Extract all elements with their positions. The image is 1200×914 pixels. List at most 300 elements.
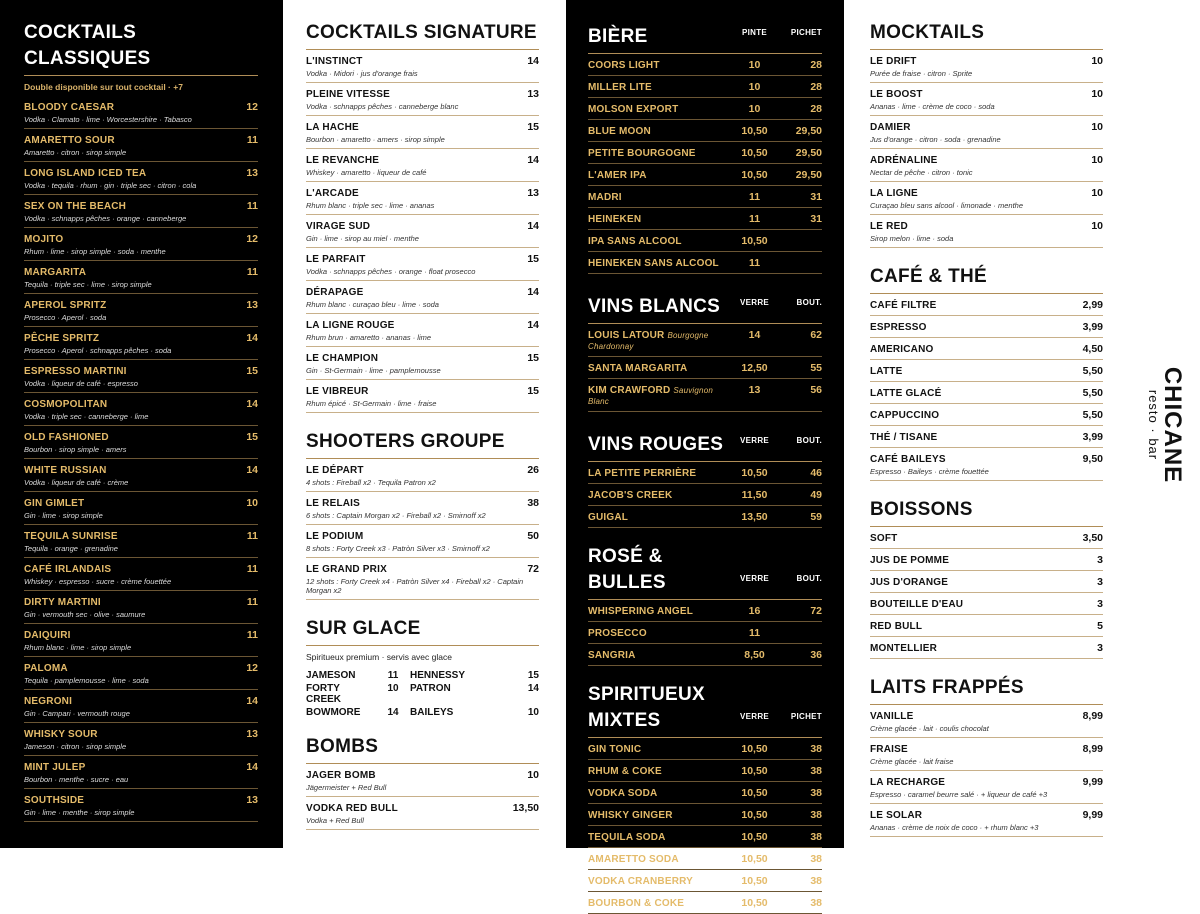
menu-item — [24, 723, 258, 756]
item-name — [588, 876, 732, 887]
price-2: 55 — [810, 362, 822, 374]
price-1: 10,50 — [741, 467, 768, 479]
item-description: Jameson · citron · sirop simple — [24, 742, 127, 751]
item-description: Vodka · liqueur de café · crème — [24, 478, 129, 487]
menu-item-header — [306, 563, 539, 575]
item-price: 10 — [1091, 187, 1103, 199]
menu-item — [24, 492, 258, 525]
item-name-text: BLUE MOON — [588, 126, 651, 137]
item-name: SOUTHSIDE — [24, 795, 85, 806]
glace-name: PATRON — [410, 683, 451, 694]
price-2: 38 — [810, 809, 822, 821]
item-name: DIRTY MARTINI — [24, 597, 101, 608]
item-name: LA LIGNE ROUGE — [306, 320, 395, 331]
item-name: LE REVANCHE — [306, 155, 380, 166]
menu-item — [24, 294, 258, 327]
item-subtitle: Bourgogne Chardonnay — [588, 331, 709, 351]
menu-item — [870, 149, 1103, 182]
item-name — [588, 650, 732, 661]
item-name — [588, 214, 732, 225]
menu-item — [306, 314, 539, 347]
menu-list — [588, 462, 822, 528]
section-title-text: VINS BLANCS — [588, 296, 721, 317]
item-name-text: COORS LIGHT — [588, 60, 660, 71]
glace-name: BOWMORE — [306, 707, 361, 718]
section-title — [306, 429, 539, 455]
divider — [306, 645, 539, 646]
item-name — [588, 490, 732, 501]
item-name: FRAISE — [870, 744, 908, 755]
item-name-text: SANGRIA — [588, 650, 636, 661]
item-name-text: KIM CRAWFORD — [588, 385, 671, 396]
price-2: 56 — [810, 384, 822, 396]
price-1: 10,50 — [741, 765, 768, 777]
item-name: LA HACHE — [306, 122, 359, 133]
item-name-text: WHISKY GINGER — [588, 810, 673, 821]
price-row — [588, 98, 822, 120]
item-description: Bourbon · amaretto · amers · sirop simple — [306, 135, 445, 144]
item-price: 26 — [527, 464, 539, 476]
menu-item-header — [306, 253, 539, 265]
price-1: 10,50 — [741, 897, 768, 909]
menu-item-header — [24, 761, 258, 773]
menu-item-header — [24, 794, 258, 806]
price-2: 38 — [810, 875, 822, 887]
menu-list — [588, 600, 822, 666]
col-header: BOUT. — [796, 574, 822, 583]
item-name-text: SANTA MARGARITA — [588, 363, 688, 374]
menu-item — [870, 83, 1103, 116]
glace-price: 10 — [387, 683, 399, 694]
menu-item — [306, 116, 539, 149]
item-name: DÉRAPAGE — [306, 287, 364, 298]
item-description: Rhum · lime · sirop simple · soda · menthe — [24, 247, 166, 256]
item-price: 15 — [246, 365, 258, 377]
menu-item-header — [870, 121, 1103, 133]
item-description: Gin · St-Germain · lime · pamplemousse — [306, 366, 441, 375]
item-description: Whiskey · amaretto · liqueur de café — [306, 168, 427, 177]
price-row — [588, 379, 822, 412]
section-title — [588, 544, 822, 596]
price-row — [588, 738, 822, 760]
menu-item-header — [870, 220, 1103, 232]
menu-item-header — [870, 321, 1103, 333]
item-description: Nectar de pêche · citron · tonic — [870, 168, 973, 177]
section-title-text: COCKTAILS SIGNATURE — [306, 22, 537, 43]
menu-item-header — [306, 802, 539, 814]
price-row — [588, 357, 822, 379]
price-row — [588, 324, 822, 357]
item-name: ESPRESSO — [870, 322, 927, 333]
item-price: 13,50 — [512, 802, 539, 814]
item-name: PALOMA — [24, 663, 68, 674]
item-name-text: GIN TONIC — [588, 744, 642, 755]
menu-item-header — [870, 55, 1103, 67]
item-description: Sirop melon · lime · soda — [870, 234, 954, 243]
price-1: 16 — [748, 605, 761, 617]
section-title — [306, 734, 539, 760]
item-name — [588, 468, 732, 479]
price-row — [588, 622, 822, 644]
price-row — [588, 120, 822, 142]
item-name: LATTE GLACÉ — [870, 388, 942, 399]
item-name — [588, 126, 732, 137]
menu-item — [306, 558, 539, 600]
item-name: LE CHAMPION — [306, 353, 379, 364]
item-name-text: BOURBON & COKE — [588, 898, 685, 909]
item-name — [588, 854, 732, 865]
menu-item — [24, 591, 258, 624]
item-subtitle: Sauvignon Blanc — [588, 386, 713, 406]
menu-item-header — [24, 728, 258, 740]
price-row — [588, 644, 822, 666]
price-row — [588, 164, 822, 186]
menu-item — [24, 162, 258, 195]
item-price: 15 — [527, 352, 539, 364]
price-row — [588, 848, 822, 870]
item-name-text: PROSECCO — [588, 628, 647, 639]
menu-item — [306, 380, 539, 413]
menu-item-header — [306, 121, 539, 133]
menu-item-header — [870, 365, 1103, 377]
item-name: JUS DE POMME — [870, 555, 950, 566]
item-description: Curaçao bleu sans alcool · limonade · menthe — [870, 201, 1023, 210]
item-name-text: AMARETTO SODA — [588, 854, 679, 865]
menu-list — [24, 96, 258, 822]
item-name: MONTELLIER — [870, 643, 937, 654]
item-description: Vodka + Red Bull — [306, 816, 364, 825]
item-description: Gin · vermouth sec · olive · saumure — [24, 610, 146, 619]
item-name: JUS D'ORANGE — [870, 577, 949, 588]
price-2: 59 — [810, 511, 822, 523]
menu-item — [870, 448, 1103, 481]
section-title-text: ROSÉ & BULLES — [588, 546, 666, 593]
section-title — [870, 675, 1103, 701]
menu-item-header — [306, 187, 539, 199]
glace-price: 10 — [527, 707, 539, 718]
item-name: OLD FASHIONED — [24, 432, 109, 443]
menu-item-header — [870, 387, 1103, 399]
menu-item — [306, 525, 539, 558]
item-price: 13 — [527, 88, 539, 100]
item-name — [588, 363, 732, 374]
menu-item-header — [24, 299, 258, 311]
item-description: Vodka · schnapps pêches · canneberge blanc — [306, 102, 459, 111]
price-row — [588, 208, 822, 230]
item-price: 12 — [246, 101, 258, 113]
menu-item-header — [306, 769, 539, 781]
item-price: 15 — [527, 385, 539, 397]
panel-drinks — [566, 0, 844, 909]
item-price: 15 — [527, 253, 539, 265]
menu-list — [588, 54, 822, 274]
glace-price: 14 — [387, 707, 399, 718]
menu-item — [870, 527, 1103, 549]
item-name: L'ARCADE — [306, 188, 359, 199]
menu-item — [306, 149, 539, 182]
menu-item-header — [870, 343, 1103, 355]
menu-item-header — [24, 695, 258, 707]
item-name: LA RECHARGE — [870, 777, 946, 788]
menu-list — [870, 294, 1103, 481]
section-title-text: MOCKTAILS — [870, 22, 985, 43]
menu-item — [870, 804, 1103, 837]
menu-item — [306, 281, 539, 314]
col-header: PINTE — [741, 28, 768, 37]
item-name: SEX ON THE BEACH — [24, 201, 127, 212]
glace-name: FORTY CREEK — [306, 683, 342, 705]
price-row — [588, 600, 822, 622]
item-description: Jägermeister + Red Bull — [306, 783, 387, 792]
item-description: Vodka · Midori · jus d'orange frais — [306, 69, 418, 78]
item-price: 12 — [246, 233, 258, 245]
menu-item-header — [870, 776, 1103, 788]
menu-item-header — [24, 497, 258, 509]
item-description: Vodka · Clamato · lime · Worcestershire · Tabasco — [24, 115, 192, 124]
price-1: 10,50 — [741, 853, 768, 865]
item-price: 11 — [246, 596, 258, 608]
price-2: 38 — [810, 831, 822, 843]
item-description: Tequila · pamplemousse · lime · soda — [24, 676, 149, 685]
item-price: 13 — [246, 299, 258, 311]
brand-tagline: resto · bar — [1146, 389, 1161, 461]
item-name-text: TEQUILA SODA — [588, 832, 666, 843]
price-row — [588, 484, 822, 506]
item-name: LE DRIFT — [870, 56, 917, 67]
menu-list — [870, 50, 1103, 248]
menu-item — [24, 624, 258, 657]
menu-item-header — [24, 101, 258, 113]
item-name: LE VIBREUR — [306, 386, 369, 397]
menu-item-header — [24, 266, 258, 278]
item-price: 2,99 — [1082, 299, 1103, 311]
brand-name: CHICANE — [1159, 366, 1186, 484]
item-price: 13 — [527, 187, 539, 199]
price-2: 29,50 — [795, 125, 822, 137]
price-1: 10,50 — [741, 875, 768, 887]
item-price: 14 — [246, 695, 258, 707]
item-name: AMARETTO SOUR — [24, 135, 115, 146]
item-name: VODKA RED BULL — [306, 803, 398, 814]
menu-item-header — [306, 497, 539, 509]
menu-item — [870, 705, 1103, 738]
item-name: DAIQUIRI — [24, 630, 71, 641]
section-title-text: COCKTAILS CLASSIQUES — [24, 22, 151, 69]
price-row — [588, 230, 822, 252]
item-name: LE PODIUM — [306, 531, 364, 542]
item-description: Gin · lime · menthe · sirop simple — [24, 808, 135, 817]
item-price: 11 — [246, 134, 258, 146]
item-name: DAMIER — [870, 122, 911, 133]
item-name-text: RHUM & COKE — [588, 766, 662, 777]
price-1: 12,50 — [741, 362, 768, 374]
item-name — [588, 236, 732, 247]
item-name — [588, 832, 732, 843]
section-title-text: BOISSONS — [870, 499, 973, 520]
menu-item-header — [870, 532, 1103, 544]
glace-name: JAMESON — [306, 670, 356, 681]
price-row — [588, 892, 822, 914]
item-description: Vodka · triple sec · canneberge · lime — [24, 412, 149, 421]
menu-item-header — [870, 598, 1103, 610]
item-description: Ananas · crème de noix de coco · + rhum blanc +3 — [870, 823, 1039, 832]
menu-item-header — [24, 530, 258, 542]
item-description: Espresso · caramel beurre salé · + liqueur de café +3 — [870, 790, 1048, 799]
menu-item-header — [870, 431, 1103, 443]
section-title-text: SPIRITUEUX MIXTES — [588, 684, 706, 731]
item-name — [588, 170, 732, 181]
menu-item — [24, 96, 258, 129]
price-1: 11 — [748, 627, 761, 639]
menu-item-header — [24, 134, 258, 146]
item-name — [588, 744, 732, 755]
section-title — [306, 616, 539, 642]
item-price: 9,99 — [1082, 776, 1103, 788]
item-name: CAFÉ FILTRE — [870, 300, 937, 311]
item-name: LE GRAND PRIX — [306, 564, 387, 575]
item-price: 14 — [527, 319, 539, 331]
menu-item — [870, 637, 1103, 659]
glace-name: HENNESSY — [410, 670, 466, 681]
menu-item — [306, 347, 539, 380]
price-2: 62 — [810, 329, 822, 341]
item-description: Crème glacée · lait · coulis chocolat — [870, 724, 989, 733]
price-row — [588, 782, 822, 804]
menu-item — [306, 248, 539, 281]
item-name — [588, 810, 732, 821]
item-name-text: LA PETITE PERRIÈRE — [588, 468, 697, 479]
menu-item — [870, 294, 1103, 316]
price-row — [588, 760, 822, 782]
item-price: 13 — [246, 728, 258, 740]
menu-item — [24, 426, 258, 459]
section-title — [870, 264, 1103, 290]
item-name — [588, 606, 732, 617]
item-name — [588, 258, 732, 269]
price-1: 14 — [748, 329, 761, 341]
glace-price: 11 — [387, 670, 399, 681]
menu-item-header — [306, 319, 539, 331]
item-description: Prosecco · Aperol · schnapps pêches · soda — [24, 346, 172, 355]
item-price: 13 — [246, 794, 258, 806]
col-header: VERRE — [739, 436, 770, 445]
menu-item-header — [306, 530, 539, 542]
section-title-text: VINS ROUGES — [588, 434, 724, 455]
price-row — [588, 76, 822, 98]
menu-list — [306, 50, 539, 413]
item-price: 38 — [527, 497, 539, 509]
item-description: Jus d'orange · citron · soda · grenadine — [870, 135, 1001, 144]
menu-list — [870, 705, 1103, 837]
item-description: Purée de fraise · citron · Sprite — [870, 69, 973, 78]
section-title — [588, 428, 822, 458]
item-price: 14 — [527, 55, 539, 67]
menu-item-header — [24, 563, 258, 575]
section-title — [870, 497, 1103, 523]
item-name — [588, 148, 732, 159]
menu-item — [870, 549, 1103, 571]
menu-item — [306, 50, 539, 83]
section-title-text: SUR GLACE — [306, 618, 421, 639]
item-price: 14 — [527, 286, 539, 298]
menu-item — [306, 215, 539, 248]
price-1: 13,50 — [741, 511, 768, 523]
item-name: APEROL SPRITZ — [24, 300, 107, 311]
price-2: 38 — [810, 853, 822, 865]
item-name: LATTE — [870, 366, 903, 377]
item-name: CAPPUCCINO — [870, 410, 940, 421]
menu-item — [24, 558, 258, 591]
price-1: 10,50 — [741, 169, 768, 181]
item-name-text: VODKA SODA — [588, 788, 658, 799]
price-row — [588, 142, 822, 164]
item-description: 6 shots : Captain Morgan x2 · Fireball x2 · Smirnoff x2 — [306, 511, 486, 520]
item-description: Vodka · liqueur de café · espresso — [24, 379, 138, 388]
item-price: 8,99 — [1082, 710, 1103, 722]
price-1: 10,50 — [741, 809, 768, 821]
panel-signature — [283, 0, 566, 848]
glace-grid — [306, 670, 539, 718]
item-description: Vodka · schnapps pêches · orange · float prosecco — [306, 267, 476, 276]
item-description: Prosecco · Aperol · soda — [24, 313, 107, 322]
item-price: 8,99 — [1082, 743, 1103, 755]
item-name — [588, 330, 732, 352]
menu-item-header — [870, 453, 1103, 465]
item-price: 14 — [246, 398, 258, 410]
item-name — [588, 104, 732, 115]
item-price: 13 — [246, 167, 258, 179]
section-title — [588, 682, 822, 734]
menu-item — [870, 738, 1103, 771]
menu-item — [306, 797, 539, 830]
item-name — [588, 788, 732, 799]
price-1: 11 — [748, 191, 761, 203]
menu-item — [870, 182, 1103, 215]
price-1: 10 — [748, 59, 761, 71]
column-soft — [870, 20, 1103, 837]
item-name: PÊCHE SPRITZ — [24, 333, 100, 344]
menu-item — [870, 316, 1103, 338]
section-title-text: BIÈRE — [588, 26, 648, 47]
menu-item-header — [24, 167, 258, 179]
col-header: BOUT. — [796, 298, 822, 307]
price-2: 38 — [810, 897, 822, 909]
item-name: THÉ / TISANE — [870, 432, 938, 443]
menu-item-header — [306, 220, 539, 232]
section-title — [24, 20, 258, 72]
menu-item — [870, 571, 1103, 593]
item-description: 8 shots : Forty Creek x3 · Patròn Silver x3 · Smirnoff x2 — [306, 544, 490, 553]
item-name-text: MOLSON EXPORT — [588, 104, 679, 115]
item-description: Bourbon · sirop simple · amers — [24, 445, 127, 454]
section-title — [306, 20, 539, 46]
item-price: 12 — [246, 662, 258, 674]
item-description: Crème glacée · lait fraise — [870, 757, 954, 766]
menu-item-header — [24, 398, 258, 410]
menu-list — [870, 527, 1103, 659]
item-price: 3,99 — [1082, 431, 1103, 443]
item-description: Rhum blanc · lime · sirop simple — [24, 643, 132, 652]
item-name-text: IPA SANS ALCOOL — [588, 236, 682, 247]
price-2: 49 — [810, 489, 822, 501]
item-name: MARGARITA — [24, 267, 87, 278]
price-2: 72 — [810, 605, 822, 617]
price-2: 38 — [810, 743, 822, 755]
item-price: 3,50 — [1082, 532, 1103, 544]
item-name: ESPRESSO MARTINI — [24, 366, 127, 377]
menu-item — [870, 771, 1103, 804]
menu-item — [24, 129, 258, 162]
